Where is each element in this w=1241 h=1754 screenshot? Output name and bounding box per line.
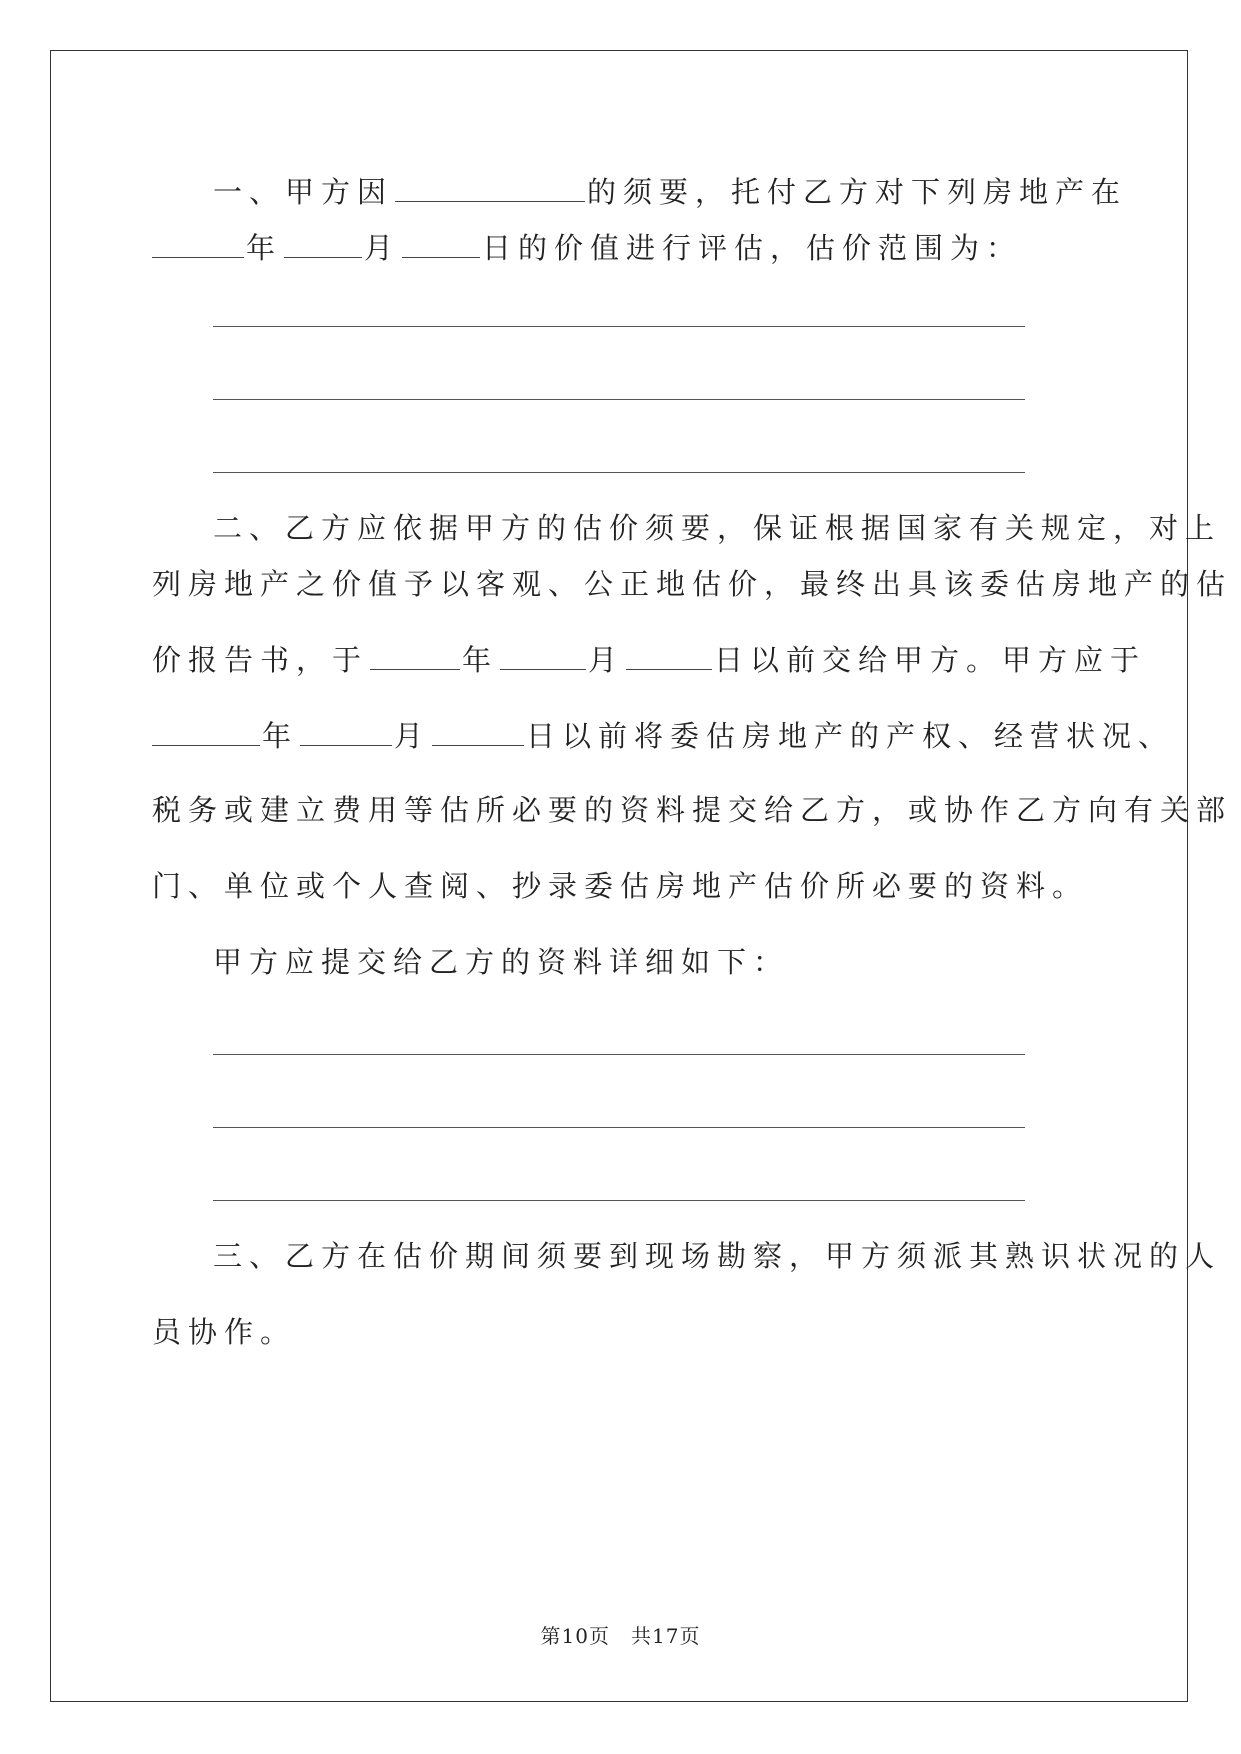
materials-fill-line[interactable] xyxy=(213,1127,1025,1128)
scope-fill-line[interactable] xyxy=(213,399,1025,400)
section1-date-rest: 日的价值进行评估，估价范围为： xyxy=(482,231,1023,265)
materials-year-label: 年 xyxy=(262,719,299,753)
section2-line7: 甲方应提交给乙方的资料详细如下： xyxy=(213,945,790,979)
month-label: 月 xyxy=(364,231,401,265)
section2-line5: 税务或建立费用等估所必要的资料提交给乙方，或协作乙方向有关部 xyxy=(152,793,1233,827)
section3-line2: 员协作。 xyxy=(152,1315,297,1349)
section2-line3-text: 价报告书，于 xyxy=(152,643,369,677)
section1-text-a: 一、甲方因 xyxy=(213,175,394,209)
section2-line4 xyxy=(152,716,1174,756)
scope-fill-line[interactable] xyxy=(213,472,1025,473)
section2-line6: 门、单位或个人查阅、抄录委估房地产估价所必要的资料。 xyxy=(152,869,1089,903)
materials-day-blank[interactable] xyxy=(432,719,524,746)
report-year-label: 年 xyxy=(462,643,499,677)
materials-fill-line[interactable] xyxy=(213,1200,1025,1201)
report-month-blank[interactable] xyxy=(500,643,586,670)
year-blank[interactable] xyxy=(152,231,244,258)
section2-line1: 二、乙方应依据甲方的估价须要，保证根据国家有关规定，对上 xyxy=(213,511,1222,545)
year-label: 年 xyxy=(246,231,283,265)
materials-year-blank[interactable] xyxy=(152,719,260,746)
section2-line3-rest: 日以前交给甲方。甲方应于 xyxy=(714,643,1147,677)
report-day-blank[interactable] xyxy=(626,643,712,670)
section2-line3 xyxy=(152,640,1146,680)
section2-line2: 列房地产之价值予以客观、公正地估价，最终出具该委估房地产的估 xyxy=(152,567,1233,601)
section1-line1 xyxy=(213,172,1127,212)
month-blank[interactable] xyxy=(284,231,362,258)
report-year-blank[interactable] xyxy=(370,643,460,670)
section1-line2 xyxy=(152,228,1022,268)
materials-fill-line[interactable] xyxy=(213,1054,1025,1055)
materials-month-label: 月 xyxy=(394,719,431,753)
report-month-label: 月 xyxy=(588,643,625,677)
day-blank[interactable] xyxy=(402,231,480,258)
section2-line4-rest: 日以前将委估房地产的产权、经营状况、 xyxy=(526,719,1175,753)
section1-text-b: 的须要，托付乙方对下列房地产在 xyxy=(587,175,1128,209)
scope-fill-line[interactable] xyxy=(213,326,1025,327)
purpose-blank[interactable] xyxy=(395,175,585,202)
section3-line1: 三、乙方在估价期间须要到现场勘察，甲方须派其熟识状况的人 xyxy=(213,1239,1222,1273)
materials-month-blank[interactable] xyxy=(300,719,392,746)
page-number: 第10页 共17页 xyxy=(540,1624,701,1648)
